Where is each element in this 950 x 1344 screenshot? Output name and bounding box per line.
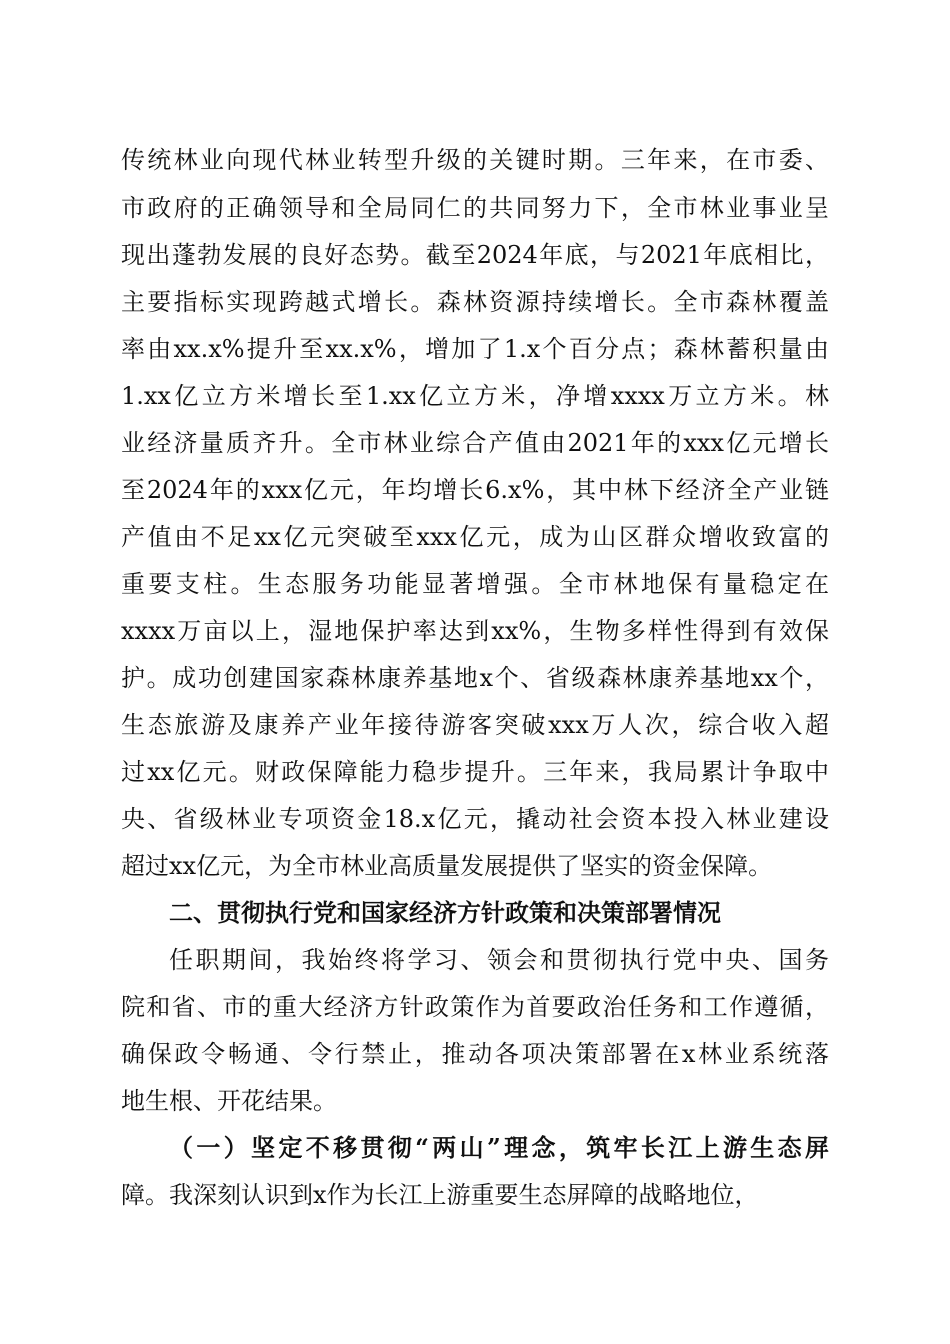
body-text-line: 障。我深刻认识到x作为长江上游重要生态屏障的战略地位， (121, 1181, 759, 1209)
body-text-line: 地生根、开花结果。 (121, 1087, 337, 1115)
body-text-line: 超过xx亿元，为全市林业高质量发展提供了坚实的资金保障。 (121, 852, 773, 880)
subsection-heading: （一）坚定不移贯彻“两山”理念，筑牢长江上游生态屏 (169, 1133, 829, 1162)
body-text-line: 传统林业向现代林业转型升级的关键时期。三年来，在市委、 (121, 146, 829, 174)
body-text-line: 生态旅游及康养产业年接待游客突破xxx万人次，综合收入超 (121, 711, 829, 739)
body-text-line: 业经济量质齐升。全市林业综合产值由2021年的xxx亿元增长 (121, 429, 829, 457)
body-text-line: 央、省级林业专项资金18.x亿元，撬动社会资本投入林业建设 (121, 805, 829, 833)
body-text-line: 过xx亿元。财政保障能力稳步提升。三年来，我局累计争取中 (121, 758, 829, 786)
body-text-line: 市政府的正确领导和全局同仁的共同努力下，全市林业事业呈 (121, 194, 829, 222)
body-text-line: 确保政令畅通、令行禁止，推动各项决策部署在x林业系统落 (121, 1040, 829, 1068)
body-text-line: 产值由不足xx亿元突破至xxx亿元，成为山区群众增收致富的 (121, 523, 829, 551)
body-text-line: 主要指标实现跨越式增长。森林资源持续增长。全市森林覆盖 (121, 288, 829, 316)
body-text-line: 护。成功创建国家森林康养基地x个、省级森林康养基地xx个， (121, 664, 829, 692)
body-text-line: 1.xx亿立方米增长至1.xx亿立方米，净增xxxx万立方米。林 (121, 382, 829, 410)
body-text-line: 院和省、市的重大经济方针政策作为首要政治任务和工作遵循， (121, 993, 829, 1021)
body-text-line: 现出蓬勃发展的良好态势。截至2024年底，与2021年底相比， (121, 241, 829, 269)
body-text-line: 重要支柱。生态服务功能显著增强。全市林地保有量稳定在 (121, 570, 829, 598)
body-text-line: 率由xx.x%提升至xx.x%，增加了1.x个百分点；森林蓄积量由 (121, 335, 829, 363)
section-heading: 二、贯彻执行党和国家经济方针政策和决策部署情况 (169, 899, 721, 927)
body-text-line: 至2024年的xxx亿元，年均增长6.x%，其中林下经济全产业链 (121, 476, 829, 504)
body-text-line: 任职期间，我始终将学习、领会和贯彻执行党中央、国务 (169, 946, 829, 974)
body-text-line: xxxx万亩以上，湿地保护率达到xx%，生物多样性得到有效保 (121, 617, 829, 645)
